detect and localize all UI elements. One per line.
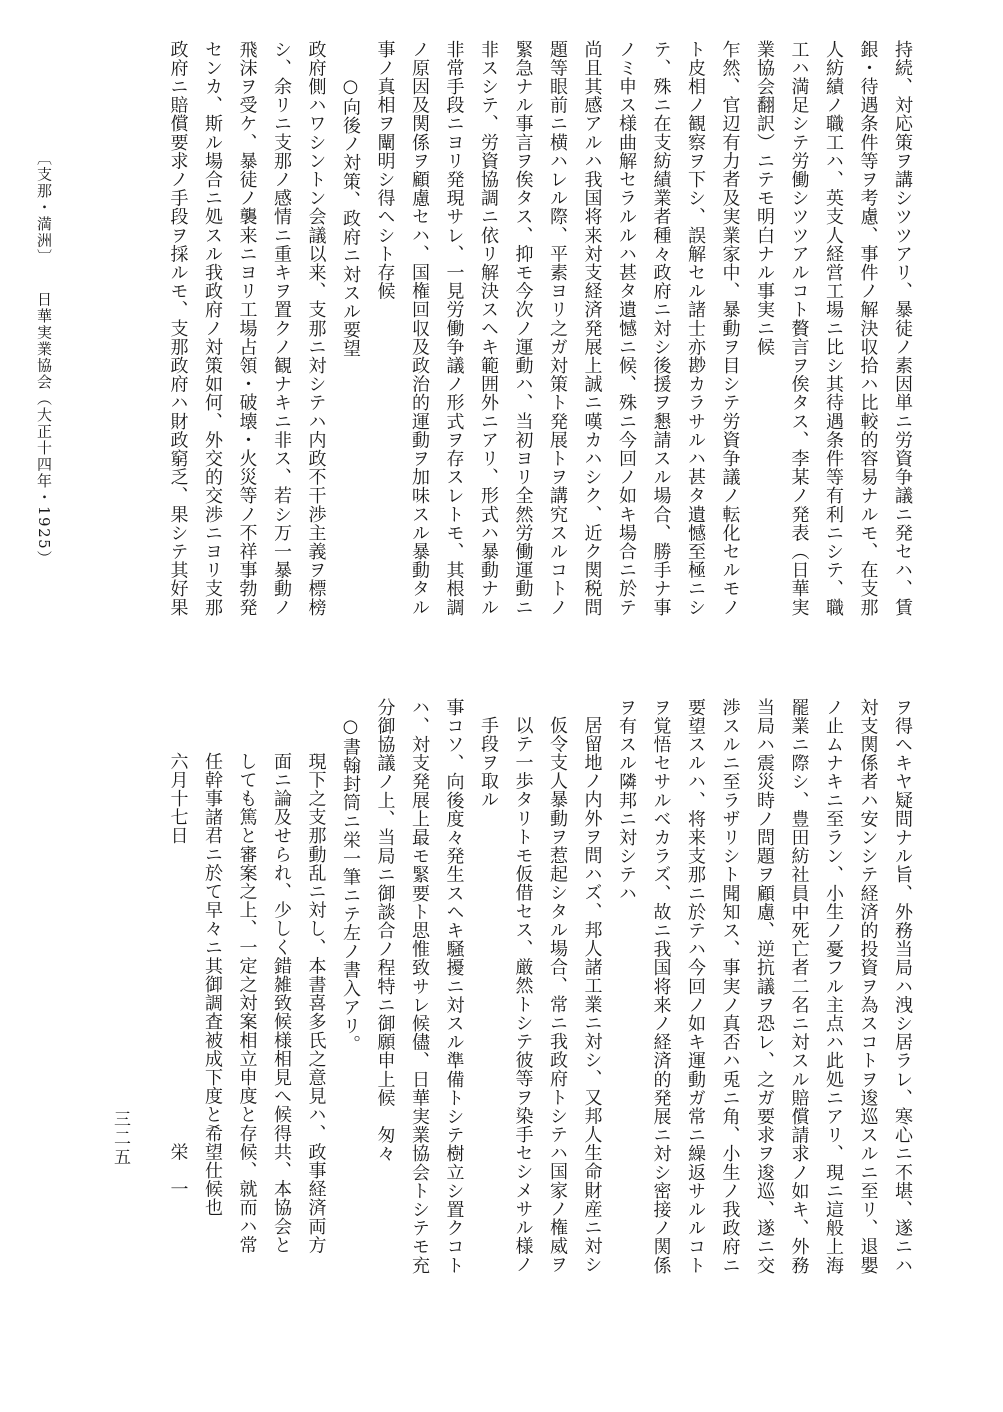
bottom-text-block: [160, 698, 919, 1275]
quoted-column: 手段ヲ取ル: [478, 716, 499, 809]
header-region: 〔支那・満洲〕: [35, 150, 53, 266]
page-header: [34, 150, 55, 567]
text-column: 対支関係者ハ安ンシテ経済的投資ヲ為スコトヲ逡巡スルニ至リ、退嬰: [857, 698, 879, 1275]
text-column: 政府ニ賠償要求ノ手段ヲ採ルモ、支那政府ハ財政窮乏、果シテ其好果: [167, 40, 189, 617]
text-column: シ、余リニ支那ノ感情ニ重キヲ置クノ観ナキニ非ス、若シ万一暴動ノ: [271, 40, 292, 617]
text-column: 要望スルハ、将来支那ニ於テハ今回ノ如キ運動ガ常ニ繰返サルルコト: [685, 698, 706, 1275]
text-column: 工ハ満足シテ労働シツツアルコト贅言ヲ俟タス、李某ノ発表（日華実: [788, 40, 810, 617]
text-column: 尚且其感アルハ我国将来対支経済発展上誠ニ嘆カハシク、近ク関税問: [581, 40, 603, 617]
text-column: ヲ得ヘキヤ疑問ナル旨、外務当局ハ洩シ居ラレ、寒心ニ不堪、遂ニハ: [892, 698, 913, 1275]
quoted-column: 仮令支人暴動ヲ惹起シタル場合、常ニ我政府トシテハ国家ノ権威ヲ: [547, 716, 568, 1274]
text-column: 分御協議ノ上、当局ニ御談合ノ程特ニ御願申上候 匆々: [374, 698, 396, 1163]
note-column: 面ニ論及せられ、少しく錯雑致候様相見へ候得共、本協会と: [271, 752, 292, 1255]
text-column: 持続、対応策ヲ講シツツアリ、暴徒ノ素因単ニ労資争議ニ発セハ、賃: [892, 40, 913, 617]
text-column: 緊急ナル事言ヲ俟タス、抑モ今次ノ運動ハ、当初ヨリ全然労働運動ニ: [512, 40, 534, 617]
text-column: 銀・待遇条件等ヲ考慮、事件ノ解決収拾ハ比較的容易ナルモ、在支那: [857, 40, 879, 617]
text-column: ヲ覚悟セサルベカラズ、故ニ我国将来ノ経済的発展ニ対シ密接ノ関係: [650, 698, 672, 1275]
text-column: ノミ申ス様曲解セラルルハ甚タ遺憾ニ候、殊ニ今回ノ如キ場合ニ於テ: [616, 40, 637, 617]
date-signature-column: 六月十七日 栄 一: [167, 752, 189, 1199]
text-column: 渉スルニ至ラザリシト聞知ス、事実ノ真否ハ兎ニ角、小生ノ我政府ニ: [719, 698, 741, 1275]
section-heading: ○向後ノ対策、政府ニ対スル要望: [340, 76, 361, 358]
text-column: 人紡績ノ職工ハ、英支人経営工場ニ比シ其待遇条件等有利ニシテ、職: [823, 40, 844, 617]
text-column: ト皮相ノ観察ヲ下シ、誤解セル諸士亦尠カラサルハ甚タ遺憾至極ニシ: [685, 40, 706, 617]
text-column: 乍然、官辺有力者及実業家中、暴動ヲ目シテ労資争議ノ転化セルモノ: [719, 40, 741, 617]
text-column: 非常手段ニヨリ発現サレ、一見労働争議ノ形式ヲ存スレトモ、其根調: [443, 40, 465, 617]
top-text-block: [160, 40, 919, 617]
header-publisher: 日華実業協会（大正十四年・1925）: [35, 291, 53, 567]
text-column: 罷業ニ際シ、豊田紡社員中死亡者二名ニ対スル賠償請求ノ如キ、外務: [788, 698, 810, 1275]
note-column: しても篤と審案之上、一定之対案相立申度と存候、就而ハ常: [236, 752, 258, 1255]
text-column: ハ、対支発展上最モ緊要ト思惟致サレ候儘、日華実業協会トシテモ充: [409, 698, 430, 1275]
quoted-column: 以テ一歩タリトモ仮借セス、厳然トシテ彼等ヲ染手セシメサル様ノ: [512, 716, 534, 1274]
text-column: 事ノ真相ヲ闡明シ得ヘシト存候: [374, 40, 396, 301]
page-number: 三二五: [110, 1110, 130, 1167]
text-column: 業協会翻訳）ニテモ明白ナル事実ニ候: [754, 40, 775, 357]
text-column: 当局ハ震災時ノ問題ヲ顧慮、逆抗議ヲ恐レ、之ガ要求ヲ逡巡、遂ニ交: [754, 698, 775, 1275]
text-column: 政府側ハワシントン会議以来、支那ニ対シテハ内政不干渉主義ヲ標榜: [305, 40, 327, 617]
note-column: 現下之支那動乱ニ対し、本書喜多氏之意見ハ、政事経済両方: [305, 752, 327, 1255]
section-heading: ○書翰封筒ニ栄一筆ニテ左ノ書入アリ。: [340, 716, 361, 1054]
text-column: 事コソ、向後度々発生スヘキ騒擾ニ対スル準備トシテ樹立シ置クコト: [443, 698, 465, 1275]
text-column: ノ原因及関係ヲ顧慮セハ、国権回収及政治的運動ヲ加味スル暴動タル: [409, 40, 430, 617]
text-column: 題等眼前ニ横ハレル際、平素ヨリ之ガ対策ト発展トヲ講究スルコトノ: [547, 40, 568, 617]
text-column: ノ止ムナキニ至ラン、小生ノ憂フル主点ハ此処ニアリ、現ニ這般上海: [823, 698, 844, 1275]
note-column: 任幹事諸君ニ於て早々ニ其御調査被成下度と希望仕候也: [202, 752, 223, 1217]
text-column: センカ、斯ル場合ニ処スル我政府ノ対策如何、外交的交渉ニヨリ支那: [202, 40, 223, 617]
quoted-column: 居留地ノ内外ヲ問ハズ、邦人諸工業ニ対シ、又邦人生命財産ニ対シ: [581, 716, 603, 1274]
text-column: 飛沫ヲ受ケ、暴徒ノ襲来ニヨリ工場占領・破壊・火災等ノ不祥事勃発: [236, 40, 258, 617]
text-column: 非スシテ、労資協調ニ依リ解決スヘキ範囲外ニアリ、形式ハ暴動ナル: [478, 40, 499, 617]
text-column: テ、殊ニ在支紡績業者種々政府ニ対シ後援ヲ懇請スル場合、勝手ナ事: [650, 40, 672, 617]
text-column: ヲ有スル隣邦ニ対シテハ: [616, 698, 637, 903]
